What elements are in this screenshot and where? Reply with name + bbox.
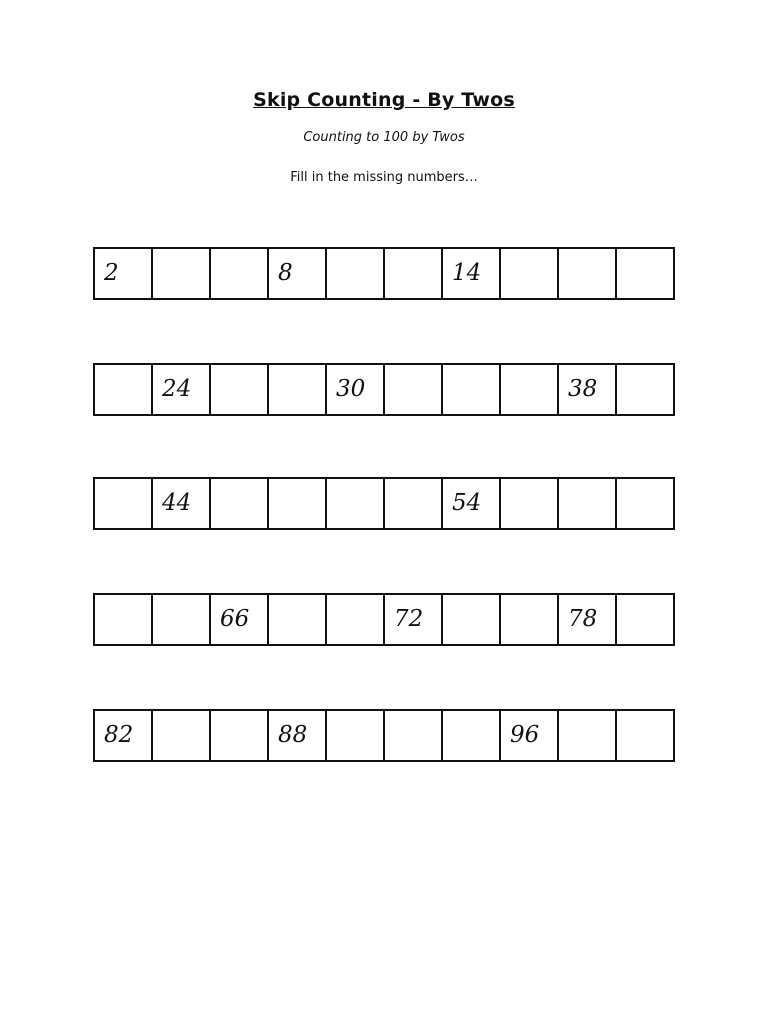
filled-number-cell bbox=[443, 479, 501, 528]
blank-answer-cell[interactable] bbox=[617, 711, 673, 760]
blank-answer-cell[interactable] bbox=[501, 479, 559, 528]
filled-number-cell bbox=[95, 249, 153, 298]
blank-answer-cell[interactable] bbox=[269, 365, 327, 414]
blank-answer-cell[interactable] bbox=[443, 595, 501, 644]
blank-answer-cell[interactable] bbox=[559, 249, 617, 298]
cell-number: 2 bbox=[104, 260, 119, 286]
filled-number-cell bbox=[269, 711, 327, 760]
blank-answer-cell[interactable] bbox=[153, 711, 211, 760]
number-row bbox=[93, 593, 675, 646]
number-row bbox=[93, 709, 675, 762]
filled-number-cell bbox=[385, 595, 443, 644]
blank-answer-cell[interactable] bbox=[385, 249, 443, 298]
blank-answer-cell[interactable] bbox=[153, 249, 211, 298]
cell-number: 54 bbox=[452, 490, 482, 516]
filled-number-cell bbox=[153, 479, 211, 528]
cell-number: 82 bbox=[104, 722, 134, 748]
blank-answer-cell[interactable] bbox=[501, 595, 559, 644]
blank-answer-cell[interactable] bbox=[327, 595, 385, 644]
filled-number-cell bbox=[95, 711, 153, 760]
filled-number-cell bbox=[443, 249, 501, 298]
blank-answer-cell[interactable] bbox=[385, 711, 443, 760]
cell-number: 96 bbox=[510, 722, 540, 748]
filled-number-cell bbox=[327, 365, 385, 414]
blank-answer-cell[interactable] bbox=[211, 249, 269, 298]
blank-answer-cell[interactable] bbox=[269, 479, 327, 528]
filled-number-cell bbox=[501, 711, 559, 760]
blank-answer-cell[interactable] bbox=[327, 249, 385, 298]
cell-number: 44 bbox=[162, 490, 192, 516]
blank-answer-cell[interactable] bbox=[385, 365, 443, 414]
blank-answer-cell[interactable] bbox=[327, 479, 385, 528]
blank-answer-cell[interactable] bbox=[617, 365, 673, 414]
cell-number: 72 bbox=[394, 606, 424, 632]
blank-answer-cell[interactable] bbox=[95, 479, 153, 528]
cell-number: 14 bbox=[452, 260, 482, 286]
cell-number: 24 bbox=[162, 376, 192, 402]
worksheet-subtitle: Counting to 100 by Twos bbox=[303, 130, 465, 145]
worksheet-instructions: Fill in the missing numbers… bbox=[290, 170, 478, 185]
blank-answer-cell[interactable] bbox=[327, 711, 385, 760]
number-row bbox=[93, 477, 675, 530]
blank-answer-cell[interactable] bbox=[617, 249, 673, 298]
blank-answer-cell[interactable] bbox=[211, 711, 269, 760]
blank-answer-cell[interactable] bbox=[617, 595, 673, 644]
filled-number-cell bbox=[153, 365, 211, 414]
blank-answer-cell[interactable] bbox=[443, 711, 501, 760]
blank-answer-cell[interactable] bbox=[95, 365, 153, 414]
cell-number: 38 bbox=[568, 376, 598, 402]
filled-number-cell bbox=[559, 595, 617, 644]
cell-number: 78 bbox=[568, 606, 598, 632]
blank-answer-cell[interactable] bbox=[501, 365, 559, 414]
cell-number: 88 bbox=[278, 722, 308, 748]
filled-number-cell bbox=[559, 365, 617, 414]
cell-number: 30 bbox=[336, 376, 366, 402]
blank-answer-cell[interactable] bbox=[443, 365, 501, 414]
blank-answer-cell[interactable] bbox=[385, 479, 443, 528]
cell-number: 66 bbox=[220, 606, 250, 632]
number-row bbox=[93, 363, 675, 416]
blank-answer-cell[interactable] bbox=[617, 479, 673, 528]
blank-answer-cell[interactable] bbox=[501, 249, 559, 298]
worksheet-title: Skip Counting - By Twos bbox=[253, 89, 515, 111]
number-row bbox=[93, 247, 675, 300]
filled-number-cell bbox=[211, 595, 269, 644]
blank-answer-cell[interactable] bbox=[559, 479, 617, 528]
blank-answer-cell[interactable] bbox=[211, 479, 269, 528]
blank-answer-cell[interactable] bbox=[269, 595, 327, 644]
filled-number-cell bbox=[269, 249, 327, 298]
blank-answer-cell[interactable] bbox=[95, 595, 153, 644]
cell-number: 8 bbox=[278, 260, 293, 286]
blank-answer-cell[interactable] bbox=[153, 595, 211, 644]
blank-answer-cell[interactable] bbox=[559, 711, 617, 760]
blank-answer-cell[interactable] bbox=[211, 365, 269, 414]
